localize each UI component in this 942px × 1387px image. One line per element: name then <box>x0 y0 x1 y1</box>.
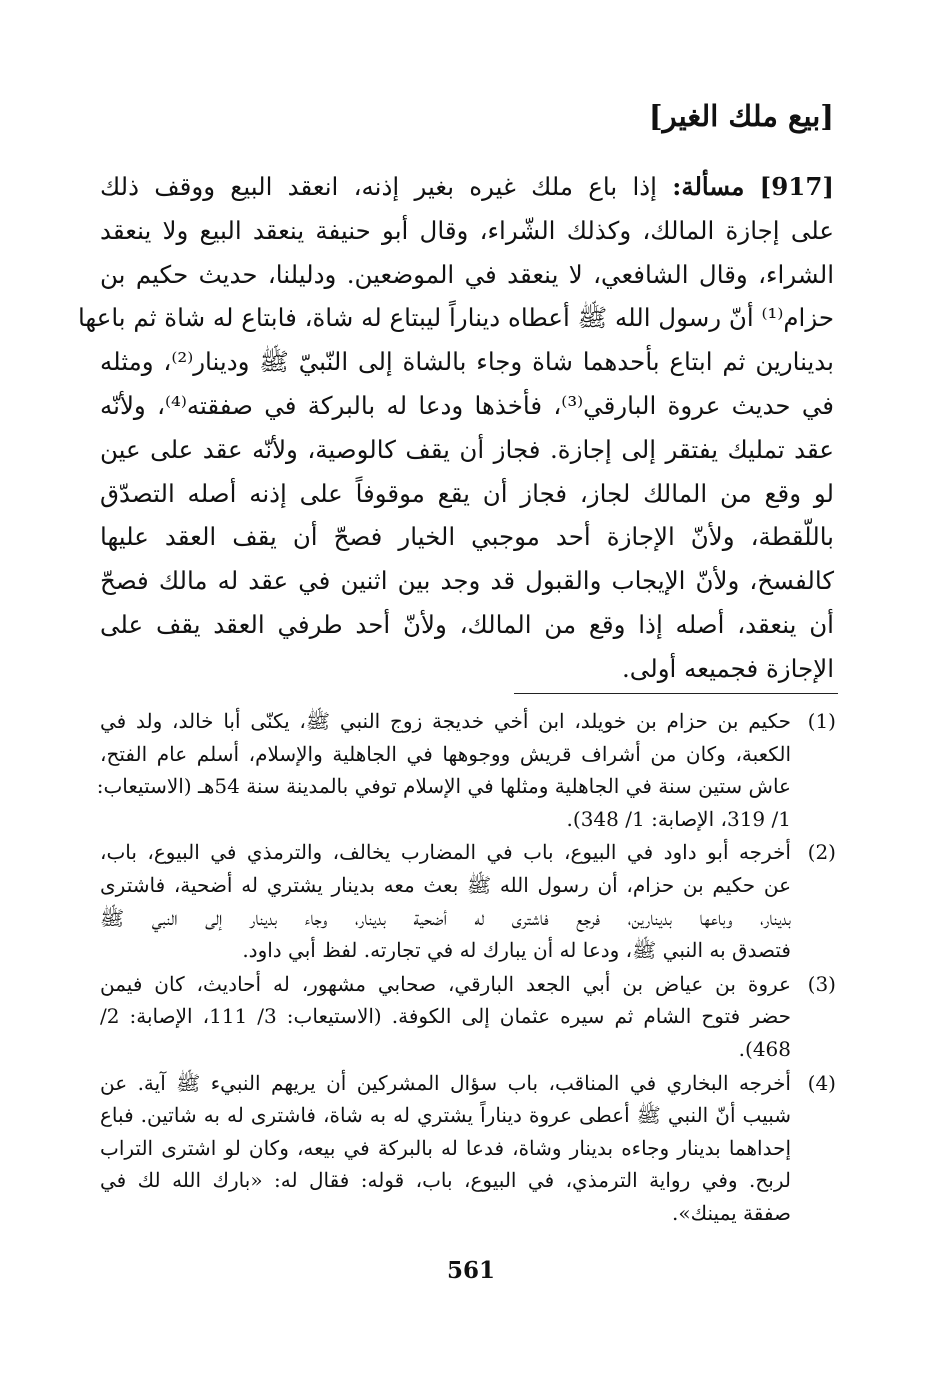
footnote-line: عروة بن عياض بن أبي الجعد البارقي، صحابي مشهور، له أحاديث، كان فيمن <box>100 971 791 996</box>
body-line: الشراء، وقال الشافعي، لا ينعقد في الموضعين. ودليلنا، حديث حكيم بن <box>100 259 834 289</box>
body-line-1-text: إذا باع ملك غيره بغير إذنه، انعقد البيع ووقف ذلك <box>100 172 657 201</box>
footnote-1 <box>96 705 836 835</box>
main-text <box>77 165 834 691</box>
footnote-number: (1) <box>807 709 836 733</box>
issue-label: مسألة: <box>672 172 745 201</box>
footnote-3 <box>100 968 836 1066</box>
footnote-line: صفقة يمينك». <box>672 1200 791 1225</box>
body-line: أن ينعقد، أصله إذا وقع من المالك، ولأنّ أحد طرفي العقد يقف على <box>100 609 834 639</box>
body-line: في حديث عروة البارقي⁽³⁾، فأخذها ودعا له بالبركة في صفقته⁽⁴⁾، ولأنّه <box>100 390 834 420</box>
footnote-line: لربح. وفي رواية الترمذي، في البيوع، باب، قوله: فقال له: «بارك الله لك في <box>100 1168 791 1193</box>
footnote-line: بدينار، وباعها بدينارين، فرجع فاشترى له أضحية بدينار، وجاء بدينار إلى النبي ﷺ <box>100 905 791 930</box>
footnote-2 <box>100 836 836 966</box>
footnote-separator <box>514 693 838 694</box>
body-line: بدينارين ثم ابتاع بأحدهما شاة وجاء بالشاة إلى النّبيّ ﷺ ودينار⁽²⁾، ومثله <box>100 347 834 377</box>
footnote-line: 468). <box>738 1036 791 1061</box>
page-number: 561 <box>446 1257 495 1284</box>
footnote-number: (4) <box>807 1070 836 1095</box>
footnote-line: 1/ 319، الإصابة: 1/ 348). <box>566 806 791 831</box>
body-line: على إجازة المالك، وكذلك الشّراء، وقال أبو حنيفة ينعقد البيع ولا ينعقد <box>100 215 834 245</box>
issue-number: [917] <box>759 172 834 201</box>
body-line: باللّقطة، ولأنّ الإجازة أحد موجبي الخيار فصحّ أن يقف العقد عليها <box>100 522 834 552</box>
body-line: لو وقع من المالك لجاز، فجاز أن يقع موقوفاً على إذنه أصله التصدّق <box>100 478 834 508</box>
body-line: كالفسخ، ولأنّ الإيجاب والقبول قد وجد بين اثنين في عقد له مالك فصحّ <box>100 566 834 596</box>
footnote-line: حكيم بن حزام بن خويلد، ابن أخي خديجة زوج النبي ﷺ، يكنّى أبا خالد، ولد في <box>100 709 791 733</box>
footnote-line: حضر فتوح الشام ثم سيره عثمان إلى الكوفة. (الاستيعاب: 3/ 111، الإصابة: 2/ <box>100 1004 791 1029</box>
footnotes <box>96 705 836 1231</box>
footnote-line: أخرجه البخاري في المناقب، باب سؤال المشركين أن يريهم النبيء ﷺ آية. عن <box>100 1070 791 1095</box>
footnote-line: عن حكيم بن حزام، أن رسول الله ﷺ بعث معه بدينار يشتري له أضحية، فاشترى <box>100 872 791 897</box>
footnote-line: فتصدق به النبي ﷺ، ودعا له أن يبارك له في تجارته. لفظ أبي داود. <box>242 938 791 963</box>
footnote-number: (3) <box>807 971 836 996</box>
footnote-line: عاش ستين سنة في الجاهلية ومثلها في الإسلام توفي بالمدينة سنة 54هـ (الاستيعاب: <box>96 774 791 799</box>
footnote-4 <box>100 1067 836 1230</box>
footnote-line: شبيب أنّ النبي ﷺ أعطى عروة ديناراً يشتري له به شاة، فاشترى له به شاتين. فباع <box>100 1103 791 1128</box>
footnote-number: (2) <box>807 840 836 865</box>
body-line: حزام⁽¹⁾ أنّ رسول الله ﷺ أعطاه ديناراً ليبتاع له شاة، فابتاع له شاة ثم باعها <box>77 303 834 333</box>
body-line: الإجازة فجميعه أولى. <box>622 653 834 683</box>
footnote-line: إحداهما بدينار وجاءه بدينار وشاة، فدعا له بالبركة في بيعه، وكان لو اشترى التراب <box>100 1135 791 1160</box>
footnote-line: أخرجه أبو داود في البيوع، باب في المضارب يخالف، والترمذي في البيوع، باب، <box>100 840 791 865</box>
body-line: عقد تمليك يفتقر إلى إجازة. فجاز أن يقف كالوصية، ولأنّه عقد على عين <box>100 434 834 464</box>
section-heading: [بيع ملك الغير] <box>648 99 834 133</box>
footnote-line: الكعبة، وكان من أشراف قريش ووجوهها في الجاهلية والإسلام، أسلم عام الفتح، <box>100 741 791 766</box>
body-line-1 <box>100 165 834 209</box>
